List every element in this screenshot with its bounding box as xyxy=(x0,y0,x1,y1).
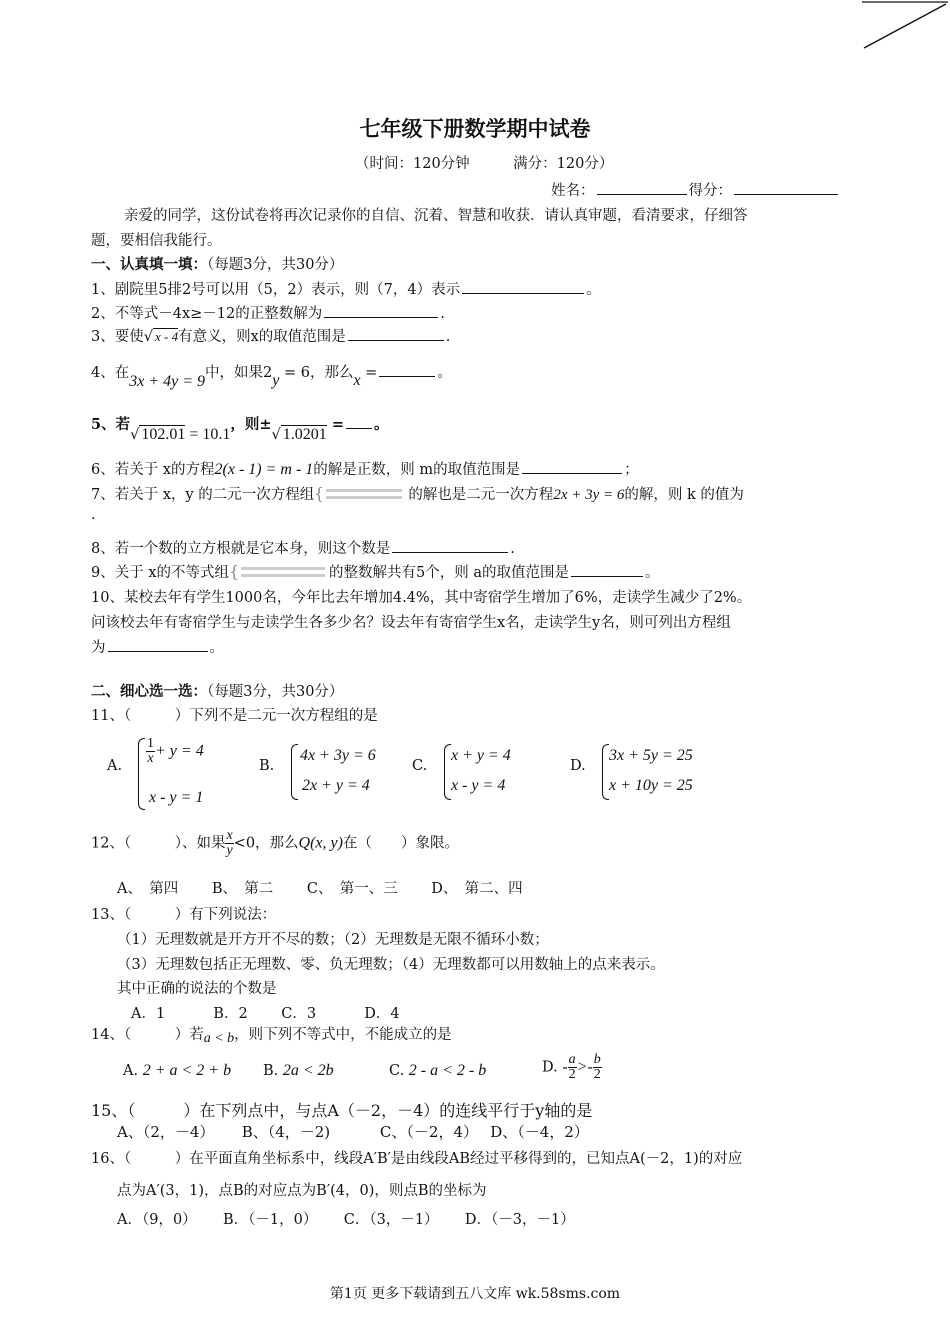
q13-options: A．1 B．2 C．3 D．4 xyxy=(131,1006,400,1022)
section1-note: （每题3分，共30分） xyxy=(207,257,344,273)
q2-tail: . xyxy=(440,306,445,322)
q14-option-d xyxy=(542,1053,602,1082)
q11-c-row1: x + y = 4 xyxy=(451,747,511,764)
q13-line1: （1）无理数就是开方开不尽的数；（2）无理数是无限不循环小数； xyxy=(117,932,549,948)
q11-d-brace xyxy=(602,744,609,800)
question-7 xyxy=(91,483,744,504)
q11-text: 11、（ ）下列不是二元一次方程组的是 xyxy=(91,708,378,724)
q14-d-minus1: - xyxy=(562,1058,568,1076)
intro-line-1: 亲爱的同学，这份试卷将再次记录你的自信、沉着、智慧和收获．请认真审题，看清要求，仔细答 xyxy=(124,208,748,224)
q1-text: 1、剧院里5排2号可以用（5，2）表示，则（7，4）表示 xyxy=(91,282,461,298)
q11-a-row2: x - y = 1 xyxy=(149,789,204,806)
q7-pre: 7、若关于 x，y 的二元一次方程组 xyxy=(91,487,315,503)
name-label: 姓名： xyxy=(551,183,595,199)
q7-system-graphic xyxy=(314,487,408,501)
q8-tail: . xyxy=(510,541,515,557)
q4-tail: 。 xyxy=(437,365,452,381)
q14-a-expr: 2 + a < 2 + b xyxy=(142,1062,232,1079)
q11-a-row1 xyxy=(146,737,204,766)
q13-line3: 其中正确的说法的个数是 xyxy=(117,981,277,997)
q5-pre: 5、若 xyxy=(91,416,131,433)
q11-a-fraction xyxy=(146,737,155,766)
page-title: 七年级下册数学期中试卷 xyxy=(359,117,591,141)
svg-text:{: { xyxy=(314,485,325,503)
q15-options: A、（2，－4） B、（4，－2) C、（－2，4） D、（－4，2） xyxy=(117,1123,589,1141)
question-14 xyxy=(91,1023,452,1044)
q10-line3-text: 为 xyxy=(91,640,106,656)
q14-post: ，则下列不等式中，不能成立的是 xyxy=(234,1027,452,1043)
q7-post2: 的解，则 k 的值为 xyxy=(624,487,744,503)
q9-pre: 9、关于 x的不等式组 xyxy=(91,565,230,581)
q12-options: A、 第四 B、 第二 C、 第一、三 D、 第二、四 xyxy=(117,881,523,897)
q12-pre: 12、（ ）、如果 xyxy=(91,835,226,852)
question-3 xyxy=(91,325,450,346)
q11-b-row2: 2x + y = 4 xyxy=(302,777,370,794)
q14-d-frac1 xyxy=(568,1053,577,1082)
svg-text:{: { xyxy=(229,563,240,581)
q14-c-label: C. xyxy=(389,1063,405,1079)
q5-answer-blank[interactable] xyxy=(346,414,372,429)
q15-text: 15、（ ）在下列点中，与点A（－2，－4）的连线平行于y轴的是 xyxy=(91,1101,593,1120)
q7-post: 的解也是二元一次方程 xyxy=(408,487,554,503)
q9-tail: 。 xyxy=(645,565,660,581)
q5-mid: ，则± xyxy=(230,416,272,433)
q12-post: 在（ ）象限。 xyxy=(342,835,459,852)
q12-mid: <0，那么 xyxy=(233,835,299,852)
q4-equation: 3x + 4y = 9 xyxy=(129,373,206,390)
q11-d-row1: 3x + 5y = 25 xyxy=(609,747,693,764)
q12-fraction xyxy=(225,829,233,858)
question-8 xyxy=(91,537,515,558)
q4-eq2: = xyxy=(360,365,378,381)
question-6 xyxy=(91,458,639,479)
q14-option-a xyxy=(123,1062,231,1080)
q10-line3 xyxy=(91,636,224,657)
q4-mid: 中，如果2 xyxy=(205,365,273,381)
q10-line2: 问该校去年有寄宿学生与走读学生各多少名？设去年有寄宿学生x名，走读学生y名，则可列出方程组 xyxy=(91,615,731,631)
q5-radicand2: 1.0201 xyxy=(282,426,327,443)
q10-line1: 10、某校去年有学生1000名，今年比去年增加4.4%，其中寄宿学生增加了6%，走读学生减少了2%。 xyxy=(91,590,752,606)
score-field[interactable] xyxy=(734,180,838,195)
q6-tail: ； xyxy=(624,462,639,478)
q5-radicand1: 102.01 xyxy=(141,426,186,443)
q1-tail: 。 xyxy=(586,282,601,298)
q5-sqrt2: √ 1.0201 xyxy=(271,426,327,443)
question-2 xyxy=(91,302,445,323)
q9-system-graphic xyxy=(229,565,329,579)
question-5 xyxy=(91,413,389,443)
q8-text: 8、若一个数的立方根就是它本身，则这个数是 xyxy=(91,541,391,557)
q3-radicand: x - 4 xyxy=(154,329,179,344)
q4-answer-blank[interactable] xyxy=(379,362,435,377)
q11-d-row2: x + 10y = 25 xyxy=(609,777,693,794)
q13-line2: （3）无理数包括正无理数、零、负无理数；（4）无理数都可以用数轴上的点来表示。 xyxy=(117,957,665,973)
q11-option-c-label: C. xyxy=(412,758,428,774)
q3-answer-blank[interactable] xyxy=(348,326,444,341)
q7-line2: . xyxy=(91,507,96,523)
question-1 xyxy=(91,278,601,299)
q8-answer-blank[interactable] xyxy=(392,538,508,553)
q3-pre: 3、要使 xyxy=(91,329,144,345)
q3-tail: . xyxy=(445,329,451,345)
page-footer: 第1页 更多下载请到五八文库 wk.58sms.com xyxy=(329,1286,621,1302)
intro-line-2: 题，要相信我能行。 xyxy=(91,233,222,249)
q14-d-num1: a xyxy=(568,1052,576,1067)
q4-y: y xyxy=(272,372,280,389)
q9-post: 的整数解共有5个，则 a的取值范围是 xyxy=(329,565,569,581)
q16-line2: 点为A′(3，1)，点B的对应点为B′(4，0)，则点B的坐标为 xyxy=(117,1183,487,1199)
q3-post: 有意义，则x的取值范围是 xyxy=(178,329,346,345)
q11-b-brace xyxy=(291,744,298,800)
exam-subtitle: （时间：120分钟 满分：120分） xyxy=(355,156,614,172)
q11-b-row1: 4x + 3y = 6 xyxy=(300,747,376,764)
section1-title: 一、认真填一填： xyxy=(91,256,207,273)
q4-x: x xyxy=(353,372,361,389)
q10-tail: 。 xyxy=(209,640,224,656)
q13-text: 13、（ ）有下列说法： xyxy=(91,907,277,923)
q5-eq2: = xyxy=(326,416,344,433)
name-field[interactable] xyxy=(597,180,687,195)
question-4 xyxy=(91,361,452,390)
corner-lines xyxy=(850,0,950,60)
question-9 xyxy=(91,561,660,582)
section1-heading xyxy=(91,253,343,274)
q14-d-den2: 2 xyxy=(593,1067,601,1082)
q16-line1: 16、（ ）在平面直角坐标系中，线段A′B′是由线段AB经过平移得到的，已知点A(－2，1)的对应 xyxy=(91,1151,743,1167)
q16-options: A．（9，0） B．（－1，0） C．（3，－1） D．（－3，－1） xyxy=(117,1212,575,1228)
q11-a-eq1: + y = 4 xyxy=(155,742,204,760)
q6-post: 的解是正数，则 m的取值范围是 xyxy=(313,462,521,478)
question-12 xyxy=(91,829,459,858)
q11-option-a-label: A. xyxy=(107,758,123,774)
q14-b-label: B. xyxy=(263,1063,279,1079)
q14-pre: 14、（ ）若 xyxy=(91,1027,204,1043)
q6-equation: 2(x - 1) = m - 1 xyxy=(214,461,314,478)
q14-d-num2: b xyxy=(593,1052,601,1067)
q5-sqrt1: √ 102.01 = 10.1 xyxy=(130,426,231,443)
q11-option-d-label: D. xyxy=(570,758,586,774)
q14-b-expr: 2a < 2b xyxy=(282,1062,334,1079)
section2-title: 二、细心选一选： xyxy=(91,683,207,700)
q2-answer-blank[interactable] xyxy=(324,303,438,318)
q1-answer-blank[interactable] xyxy=(462,279,584,294)
q11-c-brace xyxy=(444,744,451,800)
q14-d-gt: > xyxy=(576,1058,588,1076)
q5-tail: 。 xyxy=(373,416,389,433)
q7-equation: 2x + 3y = 6 xyxy=(553,487,625,503)
q14-d-label: D. xyxy=(542,1059,558,1076)
q10-answer-blank[interactable] xyxy=(108,637,208,652)
section2-heading xyxy=(91,680,343,701)
q14-option-c xyxy=(389,1062,486,1080)
q11-option-b-label: B. xyxy=(259,758,275,774)
section2-note: （每题3分，共30分） xyxy=(207,684,344,700)
q11-a-brace xyxy=(138,738,145,810)
q14-c-expr: 2 - a < 2 - b xyxy=(408,1062,487,1079)
q4-pre: 4、在 xyxy=(91,365,130,381)
q11-a-num: 1 xyxy=(147,736,154,751)
q12-point: Q(x, y) xyxy=(298,834,343,852)
q4-mid2: = 6，那么 xyxy=(279,365,354,381)
q5-eq1: = 10.1 xyxy=(185,426,231,443)
q14-d-frac2 xyxy=(593,1053,602,1082)
q11-a-den: x xyxy=(147,751,154,766)
q12-num: x xyxy=(226,828,233,843)
q14-d-minus2: - xyxy=(587,1058,593,1076)
q14-d-den1: 2 xyxy=(568,1067,576,1082)
q11-c-row2: x - y = 4 xyxy=(451,777,506,794)
q14-a-label: A. xyxy=(123,1063,139,1079)
q14-option-b xyxy=(263,1062,334,1080)
q2-text: 2、不等式－4x≥－12的正整数解为 xyxy=(91,306,323,322)
score-label: 得分： xyxy=(688,183,732,199)
q9-answer-blank[interactable] xyxy=(571,562,643,577)
q6-answer-blank[interactable] xyxy=(522,459,622,474)
q12-den: y xyxy=(226,843,233,858)
q14-condition: a < b xyxy=(203,1031,235,1046)
q3-sqrt-sign: √ xyxy=(143,329,153,345)
name-score-line xyxy=(551,179,840,200)
q6-pre: 6、若关于 x的方程 xyxy=(91,462,215,478)
